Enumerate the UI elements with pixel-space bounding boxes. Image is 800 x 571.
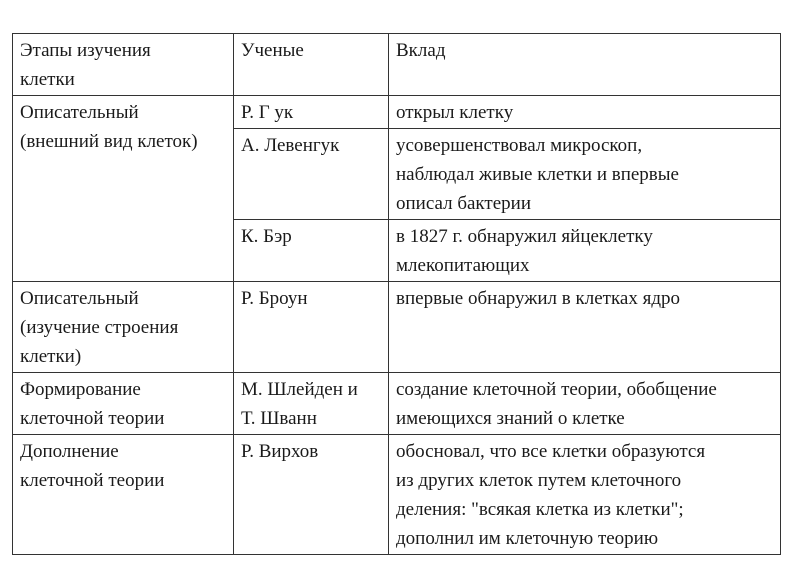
table-header-row — [13, 34, 781, 96]
scientist-cell: Р. Вирхов — [234, 435, 389, 555]
header-contribution: Вклад — [389, 34, 781, 96]
stage-cell: Дополнение клеточной теории — [13, 435, 234, 555]
contribution-cell: в 1827 г. обнаружил яйцеклетку млекопитающих — [389, 220, 781, 282]
table-row — [13, 282, 781, 373]
contribution-cell: создание клеточной теории, обобщение имеющихся знаний о клетке — [389, 373, 781, 435]
scientist-cell: А. Левенгук — [234, 129, 389, 220]
scientist-cell: Р. Г ук — [234, 96, 389, 129]
table-row — [13, 435, 781, 555]
contribution-cell: усовершенствовал микроскоп, наблюдал живые клетки и впервые описал бактерии — [389, 129, 781, 220]
stage-cell: Описательный (внешний вид клеток) — [13, 96, 234, 282]
cell-study-stages-table — [12, 33, 781, 555]
table-row — [13, 96, 781, 129]
scientist-cell: Р. Броун — [234, 282, 389, 373]
stage-cell: Описательный (изучение строения клетки) — [13, 282, 234, 373]
contribution-cell: обосновал, что все клетки образуются из других клеток путем клеточного деления: "всякая клетка из клетки"; дополнил им клеточную теорию — [389, 435, 781, 555]
header-scientists: Ученые — [234, 34, 389, 96]
scientist-cell: М. Шлейден и Т. Шванн — [234, 373, 389, 435]
table-row — [13, 373, 781, 435]
contribution-cell: впервые обнаружил в клетках ядро — [389, 282, 781, 373]
header-stage: Этапы изучения клетки — [13, 34, 234, 96]
contribution-cell: открыл клетку — [389, 96, 781, 129]
scientist-cell: К. Бэр — [234, 220, 389, 282]
stage-cell: Формирование клеточной теории — [13, 373, 234, 435]
